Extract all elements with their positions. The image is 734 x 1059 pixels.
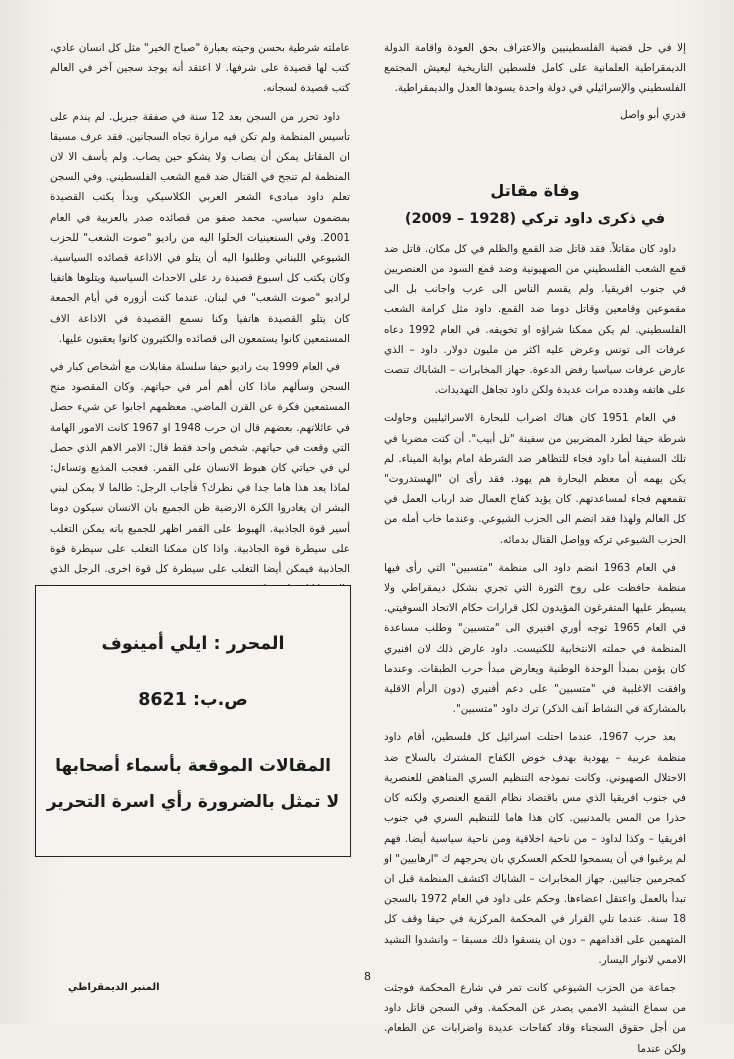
po-box: ص.ب: 8621 [138,690,248,710]
right-column [384,38,686,1059]
intro-paragraph: إلا في حل قضية الفلسطينيين والاعتراف بحق العودة واقامة الدولة الديمقراطية العلمانية على كامل فلسطين التاريخية ليعيش المجتمع الفلسطيني والإسرائيلي في دولة واحدة يسودها العدل والديمقراطية. [384,42,686,95]
article-paragraph: داود تحرر من السجن بعد 12 سنة في صفقة جبريل. لم يندم على تأسيس المنظمة ولم تكن فيه مرارة تجاه السجانين. فقد عرف مسبقا ان المقاتل يمكن أن يصاب ولا يشكو حين يصاب. ولم يأسف الا لان المنظمة لم تنجح في القتال ضد قمع الشعب الفلسطيني. وفي السجن تعلم داود مبادىء الشعر العربي الكلاسيكي وبدأ يكتب القصيدة بمضمون سياسي. محمد صفو من قصائده صدر بالعربية في العام 2001. وفي السنعينيات الحلوا اليه من راديو "صوت الشعب" للحزب الشيوعي اللبناني وطلبوا اليه أن يتلو في الاذاعة قصائده السياسية. وكان يكتب كل اسبوع قصيدة رد على الاحداث السياسية ويتلوها هاتفيا لراديو "صوت الشعب" في لبنان. عندما كنت أزوره في أيام الجمعة كان يتلو القصيدة هاتفيا وكنا نسمع القصيدة في الاذاعة الاف المستمعين كانوا يستمعون الى قصائده والكثيرون كانوا يعقبون عليها. [50,110,350,345]
page-number: 8 [364,970,371,983]
article-subtitle: في ذكرى داود تركي (1928 – 2009) [404,210,666,227]
editorial-disclaimer: المقالات الموقعة بأسماء أصحابها لا تمثل بالضرورة رأي اسرة التحرير [46,756,340,812]
editor-info-box [35,585,351,857]
article-title: وفاة مقاتل [490,180,580,200]
article-paragraph: جماعة من الحزب الشيوعي كانت تمر في شارع المحكمة فوجئت من سماع النشيد الاممي يصدر عن المحكمة. وفي السجن قاتل داود من أجل حقوق السجناء وقاد كفاحات عديدة واضرابات عن الطعام. ولكن عندما [384,981,686,1055]
article-paragraph: عاملته شرطية بحسن وحيته بعبارة "صباح الخير" مثل كل انسان عادي، كتب لها قصيدة على شرفها. لا اعتقد أنه يوجد سجين آخر في العالم كتب قصيدة لسجانه. [50,42,350,95]
article-paragraph: بعد حرب 1967، عندما احتلت اسرائيل كل فلسطين، أقام داود منظمة عربية – يهودية بهدف خوض الكفاح المشترك بالسلاح ضد الاحتلال الصهيوني. وكانت نموذجه التنظيم السري المناهض للعنصرية في جنوب افريقيا الذي مس باقتصاد نظام القمع العنصري ولكنه كان حذرا من المس بالمدنيين. كان هذا هاما للتنظيم السري في جنوب افريقيا – وكذا لداود – من ناحية اخلاقية ومن ناحية سياسية أيضا. فهم لم يرغبوا في أن يسمحوا للحكم العسكري بان يحرجهم ك "ارهابيين" او كمجرمين جنائيين. جهاز المخابرات – الشاباك اكتشف المنظمة قبل ان تبدأ بالعمل واعتقل اعضاءها. وحكم على داود في العام 1972 بالسجن 18 سنة. عندما تلي القرار في المحكمة المركزية في حيفا وقف كل المتهمين على اقدامهم – دون ان ينسقوا ذلك مسبقا – وانشدوا النشيد الاممي لانوار اليسار. [384,731,686,966]
article-paragraph: في العام 1951 كان هناك اضراب للبحارة الاسرائيليين وحاولت شرطة حيفا لطرد المضربين من سفينة "تل أبيب". أن كنت مضربا في تلك السفينة أما داود فجاء للتظاهر ضد الشرطة امام بوابة الميناء. لم يكن يهمه أن معظم البحارة هم يهود. فقد رأى ان "الهستدروت" تقمعهم فجاء لمساعدتهم. كان يؤيد كفاح العمال ضد ارباب العمل في كل العالم ولهذا فقد انضم الى الحزب الشيوعي. وعندما خاب أمله من الحزب الشيوعي تركه وواصل القتال بدمائه. [384,412,686,546]
left-column [50,38,350,599]
article-paragraph: في العام 1963 انضم داود الى منظمة "متسبين" التي رأى فيها منظمة حافظت على روح الثورة التي تجري بشكل ديمقراطي ولا يسيطر عليها المتفرغون المؤيدون لكل قرارات حكام الاتحاد السوفيتي. في العام 1965 توجه أوري افنيري الى "متسبين" وطلب مساعدة المنظمة في حملته الانتخابية للكنيست. داود عارض ذلك لان افنيري كان يؤمن بمبدأ الوحدة الوطنية ويعارض مبدأ حرب الطبقات. وعندما وافقت الاغلبية في "متسبين" على دعم أفنيري (دون الرأم الاقلية بالمشاركة في النشاط آنف الذكر) ترك داود "متسبين". [384,561,686,716]
article-paragraph: في العام 1999 بث راديو حيفا سلسلة مقابلات مع أشخاص كبار في السجن وسألهم ماذا كان أهم أمر في حياتهم. وكان المقصود منح المستمعين فكرة عن القرن الماضي. معظمهم اجابوا عن شيء حصل في عائلاتهم. بعضهم قال ان حرب 1948 او 1967 كانت الامور الهامة التي وقعت في حياتهم. شخص واحد فقط قال: الامر الاهم الذي حصل لي في حياتي كان هبوط الانسان على القمر. فعجب المذيع وتساءل: لماذا يعد هذا هاما جدا في نظرك؟ فأجاب الرجل: طالما لا يمكن لبني البشر ان يغادروا الكرة الارضية ظن الجميع بان الانسان سيكون دوما أسير قوة الجاذبية. الهبوط على القمر اظهر للجميع بانه يمكن التغلب على سيطرة قوة الجاذبية. واذا كان ممكنا التغلب على سيطرة قوة الجاذبية فيمكن أيضا التغلب على سيطرة كل قوة اخرى. الرجل الذي [50,361,350,576]
article-paragraph: داود كان مقاتلاً. فقد قاتل ضد القمع والظلم في كل مكان. قاتل ضد قمع الشعب الفلسطيني من الصهيونية وضد قمع السود من العنصريين في جنوب افريقيا. ولم يقسم الناس الى عرب واجانب بل الى مقموعين وقامعين وقاتل دوما ضد القمع. داود مثل كرامة الشعب الفلسطيني. لم يكن ممكنا شراؤه او تخويفه. في العام 1992 دعاه عرفات الى تونس وعرض عليه اكثر من مليون دولار. داود – الذي عارض عرفات سياسيا رفض الدعوة. جهاز المخابرات – الشاباك تنصت على هاتفه وهدده مرات عديدة ولكن داود تجاهل التهديدات. [384,242,686,397]
editor-name: المحرر : ايلي أمينوف [101,634,285,654]
publication-name: المنبر الديمقراطي [68,982,160,993]
author-signature: قدري أبو واصل [620,108,686,121]
